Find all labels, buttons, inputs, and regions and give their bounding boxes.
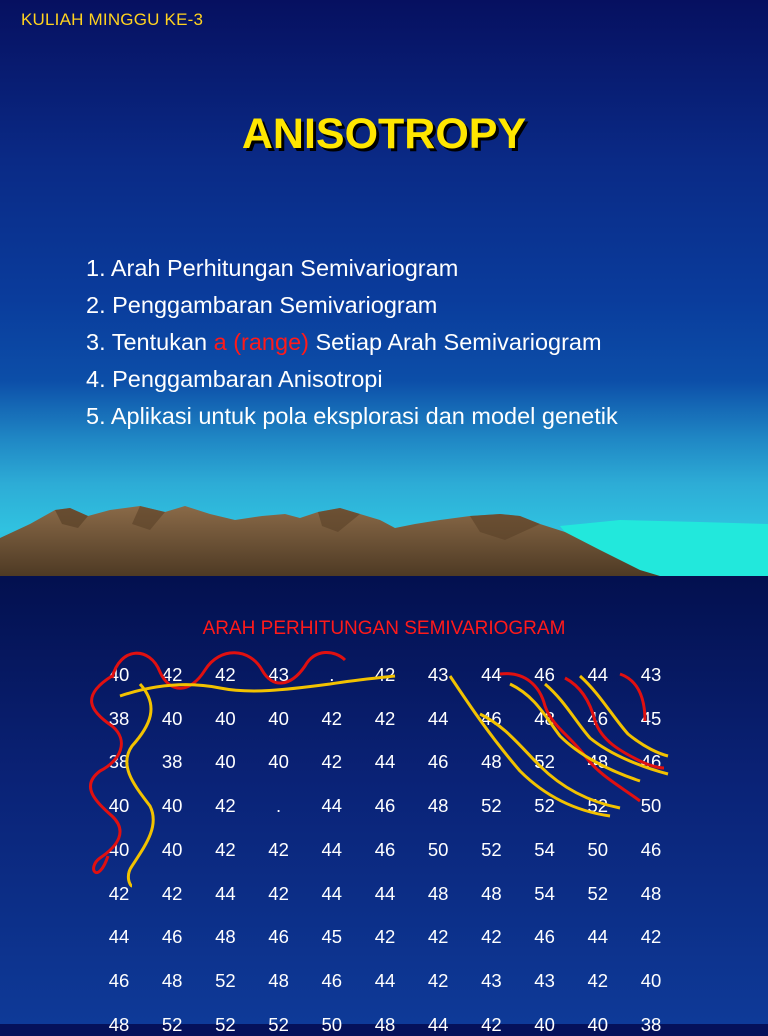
grid-cell: 44: [587, 926, 609, 948]
grid-cell: 50: [640, 795, 662, 817]
grid-cell: 38: [108, 707, 130, 729]
grid-cell: 40: [108, 664, 130, 685]
agenda-item-highlight: a (range): [213, 329, 309, 355]
grid-cell: 46: [481, 707, 502, 729]
agenda-item: [86, 250, 618, 287]
grid-cell: 52: [587, 882, 609, 904]
agenda-item-text: 1. Arah Perhitungan Semivariogram: [86, 255, 459, 281]
agenda-item-text: 2. Penggambaran Semivariogram: [86, 292, 438, 318]
grid-cell: 46: [640, 751, 662, 773]
red-diagonal-path-3: [620, 674, 645, 721]
grid-cell: 40: [161, 707, 183, 729]
grid-cell: 48: [534, 707, 555, 729]
grid-cell: 48: [481, 882, 502, 904]
slide-semivariogram-directions: [0, 576, 768, 1035]
grid-cell: 40: [268, 751, 289, 773]
yellow-vertical-path: [127, 684, 153, 886]
red-diagonal-path-1: [500, 674, 640, 801]
grid-cell: 42: [321, 707, 343, 729]
agenda-item: [86, 361, 618, 398]
yellow-diagonal-path-3: [510, 684, 640, 781]
grid-cell: 48: [427, 882, 449, 904]
grid-cell: 42: [427, 969, 449, 991]
grid-cell: 38: [161, 751, 183, 773]
grid-cell: 54: [534, 882, 555, 904]
grid-cell: 43: [481, 969, 502, 991]
grid-cell: 42: [374, 926, 396, 948]
agenda-item-text: Setiap Arah Semivariogram: [308, 329, 602, 355]
agenda-item-text: 5. Aplikasi untuk pola eksplorasi dan model genetik: [86, 403, 618, 429]
direction-paths: [0, 576, 768, 1024]
grid-cell: 48: [268, 969, 289, 991]
grid-cell: 43: [640, 664, 662, 685]
grid-cell: 44: [427, 707, 449, 729]
slide-title: ARAH PERHITUNGAN SEMIVARIOGRAM: [202, 618, 566, 639]
grid-cell: 40: [640, 969, 662, 991]
grid-cell: 52: [161, 1013, 183, 1035]
grid-cell: 44: [587, 664, 609, 685]
grid-cell: 48: [108, 1013, 130, 1035]
red-horizontal-path: [112, 652, 345, 688]
agenda-list: [86, 250, 618, 435]
grid-cell: 40: [161, 795, 183, 817]
grid-cell: 42: [374, 664, 396, 685]
grid-cell: 52: [268, 1013, 289, 1035]
grid-cell: 42: [481, 926, 502, 948]
grid-cell: 45: [321, 926, 343, 948]
grid-cell: 42: [108, 882, 130, 904]
grid-cell: 44: [215, 882, 236, 904]
grid-cell: 54: [534, 838, 555, 860]
grid-cell: 48: [481, 751, 502, 773]
grid-cell: 44: [374, 969, 396, 991]
course-week-label: KULIAH MINGGU KE-3: [21, 10, 204, 29]
grid-cell: 40: [108, 795, 130, 817]
grid-cell: 44: [321, 838, 343, 860]
red-vertical-path: [90, 676, 121, 873]
grid-cell: 42: [481, 1013, 502, 1035]
grid-cell: 40: [587, 1013, 609, 1035]
grid-cell: 48: [161, 969, 183, 991]
grid-cell: 40: [215, 707, 236, 729]
grid-cell: 52: [481, 795, 502, 817]
grid-cell: 46: [374, 838, 396, 860]
grid-cell: 46: [374, 795, 396, 817]
grid-cell: 52: [215, 1013, 236, 1035]
grid-cell: 42: [215, 664, 236, 685]
grid-cell: 40: [268, 707, 289, 729]
agenda-item: [86, 287, 618, 324]
grid-cell: 46: [534, 926, 555, 948]
mountain-landscape-image: [0, 480, 768, 576]
grid-cell: 50: [321, 1013, 343, 1035]
grid-cell: 43: [427, 664, 449, 685]
grid-cell: 44: [374, 882, 396, 904]
grid-cell: 44: [321, 882, 343, 904]
grid-cell: 46: [108, 969, 130, 991]
grid-cell: 52: [534, 795, 555, 817]
grid-cell: 42: [268, 882, 289, 904]
grid-cell: 40: [534, 1013, 555, 1035]
grid-cell: 52: [534, 751, 555, 773]
agenda-item-text: 4. Penggambaran Anisotropi: [86, 366, 383, 392]
grid-cell: 42: [374, 707, 396, 729]
grid-cell: 40: [161, 838, 183, 860]
grid-cell: 38: [108, 751, 130, 773]
agenda-item: [86, 398, 618, 435]
grid-cell: 48: [587, 751, 609, 773]
grid-cell: 42: [215, 838, 236, 860]
agenda-item: [86, 324, 618, 361]
grid-cell: 48: [427, 795, 449, 817]
grid-cell: 42: [161, 882, 183, 904]
grid-cell: 43: [268, 664, 289, 685]
grid-cell: 52: [481, 838, 502, 860]
grid-cell: 44: [108, 926, 130, 948]
grid-cell: 44: [374, 751, 396, 773]
grid-cell: 42: [215, 795, 236, 817]
grid-cell: 45: [640, 707, 662, 729]
grid-cell: 46: [640, 838, 662, 860]
grid-cell: 50: [587, 838, 609, 860]
yellow-horizontal-path: [120, 676, 395, 696]
grid-cell: 42: [161, 664, 183, 685]
grid-cell: 40: [215, 751, 236, 773]
grid-cell: 46: [268, 926, 289, 948]
grid-cell: 42: [587, 969, 609, 991]
grid-cell: 44: [481, 664, 502, 685]
grid-cell: 44: [427, 1013, 449, 1035]
grid-cell: 46: [321, 969, 343, 991]
grid-cell: 50: [427, 838, 449, 860]
grid-cell: 46: [161, 926, 183, 948]
grid-cell: 46: [427, 751, 449, 773]
grid-cell: 52: [587, 795, 609, 817]
grid-cell: 42: [321, 751, 343, 773]
grid-cell: 46: [534, 664, 555, 685]
grid-cell: 48: [374, 1013, 396, 1035]
agenda-item-text: 3. Tentukan: [86, 329, 214, 355]
grid-cell: 48: [215, 926, 236, 948]
grid-cell: 43: [534, 969, 555, 991]
grid-cell: 42: [268, 838, 289, 860]
grid-cell: 46: [587, 707, 609, 729]
grid-cell: 48: [640, 882, 662, 904]
grid-cell: 44: [321, 795, 343, 817]
grid-cell: .: [276, 795, 282, 817]
grid-cell: 42: [640, 926, 662, 948]
grid-cell: 52: [215, 969, 236, 991]
grid-cell: 40: [108, 838, 130, 860]
grid-cell: 38: [640, 1013, 662, 1035]
slide-title: ANISOTROPY: [241, 110, 527, 158]
grid-cell: .: [329, 664, 335, 685]
grid-cell: 42: [427, 926, 449, 948]
yellow-diagonal-path-4: [545, 684, 668, 774]
